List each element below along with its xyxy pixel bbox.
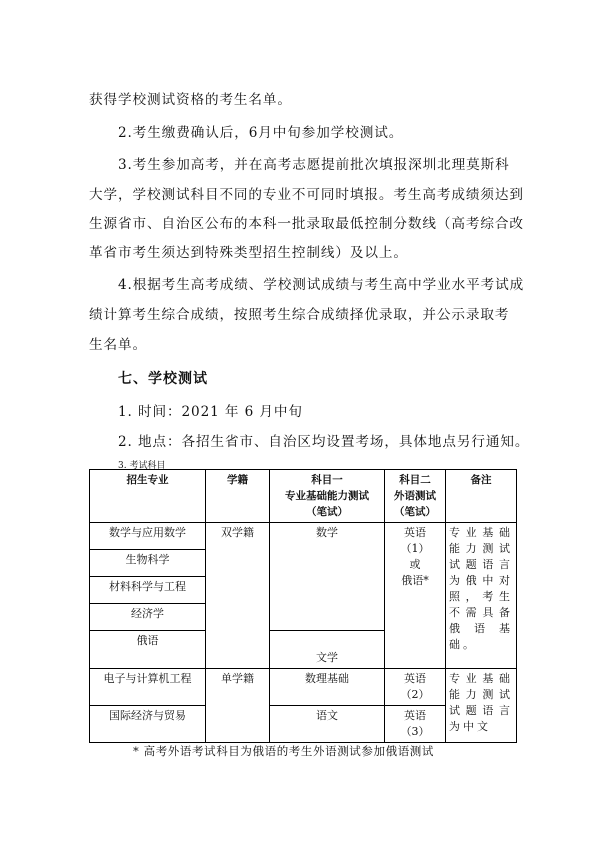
table-caption: 3. 考试科目: [118, 461, 166, 471]
subject1-cell: 数学: [270, 523, 385, 631]
header-subject2: 科目二 外语测试 （笔试）: [385, 470, 446, 523]
remark-cell: 专业基础能力测试试题语言为俄中对照，考生不需具备俄语基础。: [446, 523, 517, 669]
major-cell: 数学与应用数学: [90, 523, 206, 550]
major-cell: 国际经济与贸易: [90, 706, 206, 743]
major-cell: 材料科学与工程: [90, 577, 206, 604]
status-cell: 双学籍: [206, 523, 270, 669]
major-cell: 电子与计算机工程: [90, 669, 206, 706]
table-header-row: [90, 470, 517, 523]
subject1-cell: 语文: [270, 706, 385, 743]
subject2-cell: 英语 （1） 或 俄语*: [385, 523, 446, 669]
subject2-cell: 英语 （3）: [385, 706, 446, 743]
header-remark: 备注: [446, 470, 517, 523]
status-cell: 单学籍: [206, 669, 270, 743]
exam-subjects-table: [89, 469, 517, 743]
table-row: [90, 669, 517, 706]
paragraph-line: 生源省市、自治区公布的本科一批录取最低控制分数线（高考综合改: [89, 216, 524, 232]
header-subject1: 科目一 专业基础能力测试 （笔试）: [270, 470, 385, 523]
subject1-cell: 数理基础: [270, 669, 385, 706]
exam-place: 2. 地点：各招生省市、自治区均设置考场，具体地点另行通知。: [118, 434, 530, 450]
subject2-cell: 英语 （2）: [385, 669, 446, 706]
paragraph-line: 绩计算考生综合成绩，按照考生综合成绩择优录取，并公示录取考: [89, 307, 510, 323]
paragraph-line: 生名单。: [89, 337, 147, 353]
paragraph-line: 革省市考生须达到特殊类型招生控制线）及以上。: [89, 245, 408, 261]
paragraph-line: 获得学校测试资格的考生名单。: [89, 92, 292, 108]
section-title: 七、学校测试: [118, 371, 208, 387]
remark-cell: 专业基础能力测试试题语言为中文: [446, 669, 517, 743]
major-cell: 经济学: [90, 604, 206, 631]
subject1-cell: 文学: [270, 631, 385, 669]
paragraph-line: 4.根据考生高考成绩、学校测试成绩与考生高中学业水平考试成: [118, 277, 525, 293]
table-row: [90, 523, 517, 550]
header-major: 招生专业: [90, 470, 206, 523]
exam-time: 1. 时间：2021 年 6 月中旬: [118, 404, 303, 420]
paragraph-line: 2.考生缴费确认后，6月中旬参加学校测试。: [118, 125, 404, 141]
major-cell: 俄语: [90, 631, 206, 669]
header-status: 学籍: [206, 470, 270, 523]
major-cell: 生物科学: [90, 550, 206, 577]
paragraph-line: 大学，学校测试科目不同的专业不可同时填报。考生高考成绩须达到: [89, 187, 524, 203]
paragraph-line: 3.考生参加高考，并在高考志愿提前批次填报深圳北理莫斯科: [118, 157, 510, 173]
table-footnote: * 高考外语考试科目为俄语的考生外语测试参加俄语测试: [133, 744, 435, 758]
